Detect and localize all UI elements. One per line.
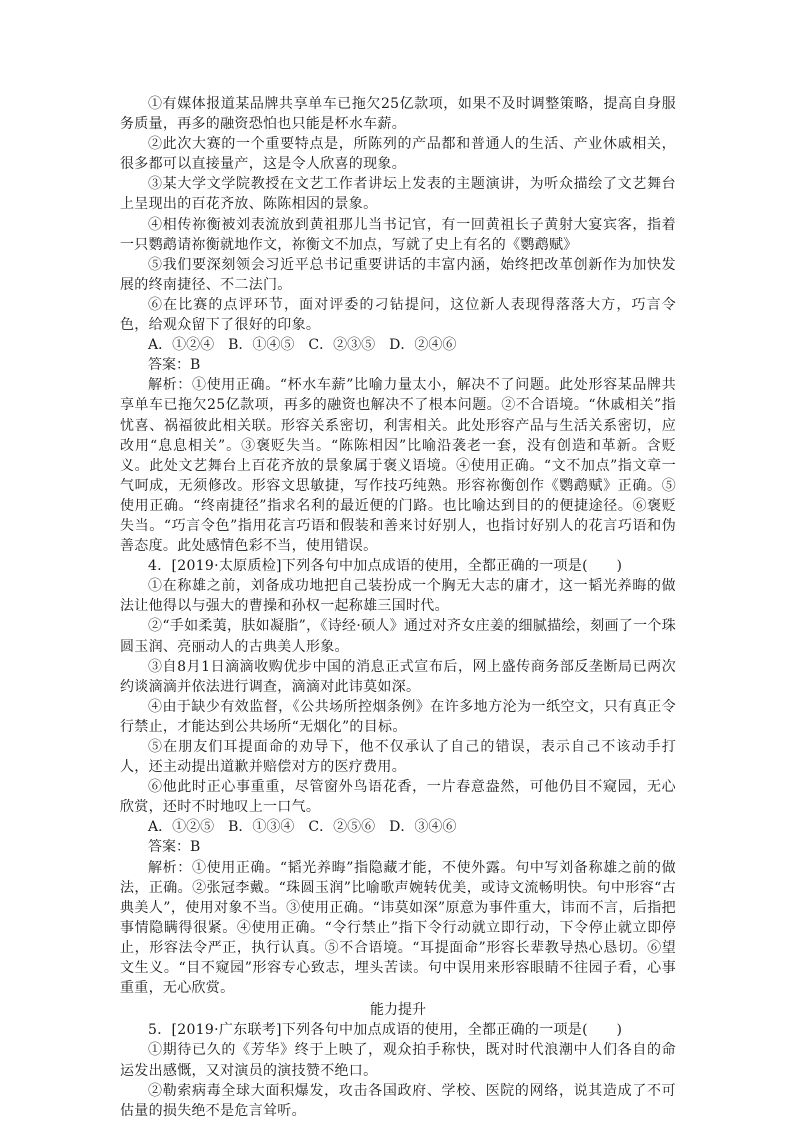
q4-analysis: 解析：①使用正确。“韬光养晦”指隐藏才能，不使外露。句中写刘备称雄之前的做法，正确。②张冠李戴。“珠圆玉润”比喻歌声婉转优美，或诗文流畅明快。句中形容“古典美人”，使用对象不当。③使用正确。“讳莫如深”原意为事件重大，讳而不言，后指把事情隐瞒得很紧。④使用正确。“令行禁止”指下令行动就立即行动，下令停止就立即停止，形容法令严正，执行认真。⑤不合语境。“耳提面命”形容长辈教导热心恳切。⑥望文生义。“目不窥园”形容专心致志，埋头苦读。句中误用来形容眼睛不往园子看，心事重重，无心欣赏。 [120,859,676,997]
q4-stem: 4．[2019·太原质检]下列各句中加点成语的使用，全都正确的一项是( ) [148,558,623,575]
q4-item-5: ⑤在朋友们耳提面命的劝导下，他不仅承认了自己的错误，表示自己不该动手打人，还主动提出道歉并赔偿对方的医疗费用。 [120,739,676,776]
q3-answer: 答案：B [148,357,201,374]
q5-item-2: ②勒索病毒全球大面积爆发，攻击各国政府、学校、医院的网络，说其造成了不可估量的损失绝不是危言耸听。 [120,1082,676,1119]
q5-stem: 5．[2019·广东联考]下列各句中加点成语的使用，全都正确的一项是( ) [148,1022,623,1039]
q3-options: A．①②④ B．①④⑤ C．②③⑤ D．②④⑥ [148,337,457,354]
q3-item-3: ③某大学文学院教授在文艺工作者讲坛上发表的主题演讲，为听众描绘了文艺舞台上呈现出的百花齐放、陈陈相因的景象。 [120,176,676,213]
q3-item-1: ①有媒体报道某品牌共享单车已拖欠25亿款项，如果不及时调整策略，提高自身服务质量，再多的融资恐怕也只能是杯水车薪。 [120,96,676,133]
q3-analysis: 解析：①使用正确。“杯水车薪”比喻力量太小，解决不了问题。此处形容某品牌共享单车已拖欠25亿款项，再多的融资也解决不了根本问题。②不合语境。“休戚相关”指忧喜、祸福彼此相关联。形容关系密切，利害相关。此处形容产品与生活关系密切，应改用“息息相关”。③褒贬失当。“陈陈相因”比喻沿袭老一套，没有创造和革新。含贬义。此处文艺舞台上百花齐放的景象属于褒义语境。④使用正确。“文不加点”指文章一气呵成，无须修改。形容文思敏捷，写作技巧纯熟。形容祢衡创作《鹦鹉赋》正确。⑤使用正确。“终南捷径”指求名利的最近便的门路。也比喻达到目的的便捷途径。⑥褒贬失当。“巧言令色”指用花言巧语和假装和善来讨好别人，也指讨好别人的花言巧语和伪善态度。此处感情色彩不当，使用错误。 [120,377,676,555]
q4-item-2: ②“手如柔荑，肤如凝脂”，《诗经·硕人》通过对齐女庄姜的细腻描绘，刻画了一个珠圆玉润、亮丽动人的古典美人形象。 [120,618,676,655]
q4-item-6: ⑥他此时正心事重重，尽管窗外鸟语花香，一片春意盎然，可他仍目不窥园，无心欣赏，还时不时地叹上一口气。 [120,779,676,816]
document-page [120,94,676,1121]
section-title: 能力提升 [370,1002,426,1019]
q4-answer: 答案：B [148,839,201,856]
q3-item-5: ⑤我们要深刻领会习近平总书记重要讲话的丰富内涵，始终把改革创新作为加快发展的终南捷径、不二法门。 [120,256,676,293]
q4-options: A．①②⑤ B．①③④ C．②⑤⑥ D．③④⑥ [148,819,457,836]
q4-item-4: ④由于缺少有效监督，《公共场所控烟条例》在许多地方沦为一纸空文，只有真正令行禁止，才能达到公共场所“无烟化”的目标。 [120,698,676,735]
q4-item-1: ①在称雄之前，刘备成功地把自己装扮成一个胸无大志的庸才，这一韬光养晦的做法让他得以与强大的曹操和孙权一起称雄三国时代。 [120,578,676,615]
q3-item-2: ②此次大赛的一个重要特点是，所陈列的产品都和普通人的生活、产业休戚相关，很多都可以直接量产，这是令人欣喜的现象。 [120,136,676,173]
q3-item-6: ⑥在比赛的点评环节，面对评委的刁钻提问，这位新人表现得落落大方，巧言令色，给观众留下了很好的印象。 [120,296,676,334]
q4-item-3: ③自8月1日滴滴收购优步中国的消息正式宣布后，网上盛传商务部反垄断局已两次约谈滴滴并依法进行调查，滴滴对此讳莫如深。 [120,658,676,695]
q3-item-4: ④相传祢衡被刘表流放到黄祖那儿当书记官，有一回黄祖长子黄射大宴宾客，指着一只鹦鹉请祢衡就地作文，祢衡文不加点，写就了史上有名的《鹦鹉赋》 [120,216,676,253]
q5-item-1: ①期待已久的《芳华》终于上映了，观众拍手称快，既对时代浪潮中人们各自的命运发出感慨，又对演员的演技赞不绝口。 [120,1042,676,1079]
